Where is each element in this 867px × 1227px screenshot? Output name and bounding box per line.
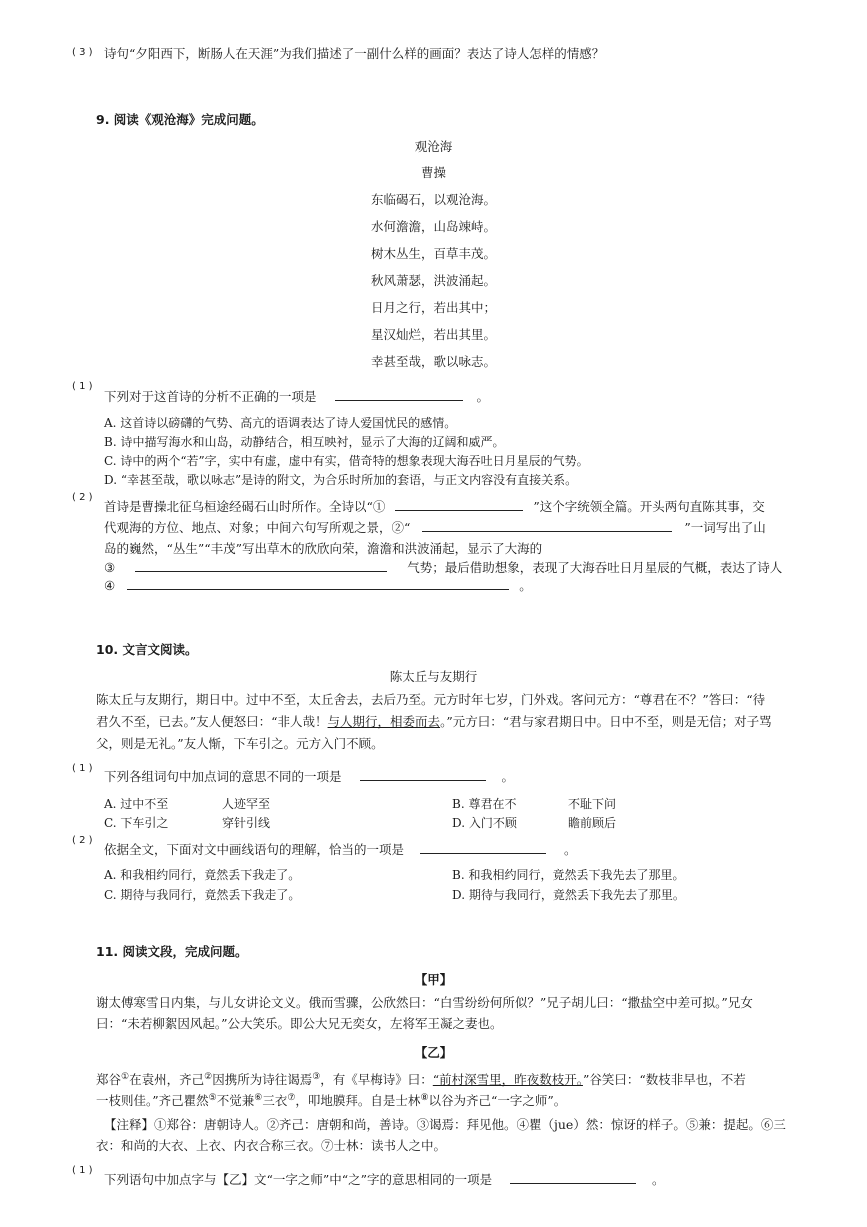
fill-text: 。 <box>519 578 532 593</box>
passage-text: 在袁州，齐己 <box>129 1072 205 1088</box>
passage-text: 三衣 <box>262 1093 288 1109</box>
question-heading: 9. 阅读《观沧海》完成问题。 <box>96 112 264 127</box>
passage-text: 。”元方曰：“君与家君期日中。日中不至，则是无信；对子骂 <box>440 714 772 729</box>
option-d: D. 入门不顾 <box>452 816 517 830</box>
footnote-marker: ② <box>204 1072 213 1082</box>
poem-line: 日月之行，若出其中； <box>370 300 496 315</box>
passage-title: 陈太丘与友期行 <box>389 669 478 684</box>
option-c: C. 下车引之 <box>104 816 169 830</box>
stem-end: 。 <box>652 1172 665 1187</box>
answer-blank-3[interactable] <box>135 558 387 572</box>
section-label-yi: 【乙】 <box>414 1045 453 1060</box>
poem-title: 观沧海 <box>414 139 453 154</box>
question-number: ( 2 ) <box>72 492 93 503</box>
passage-text: ，有《早梅诗》曰： <box>320 1072 433 1088</box>
option-c-pair: 穿针引线 <box>222 816 271 830</box>
passage-line <box>96 711 772 733</box>
annotation-line: 衣：和尚的大衣、上衣、内衣合称三衣。⑦士林：读书人之中。 <box>96 1138 447 1153</box>
question-heading: 11. 阅读文段，完成问题。 <box>96 944 248 959</box>
passage-line: 父，则是无礼。”友人惭，下车引之。元方入门不顾。 <box>96 736 384 751</box>
poem-author: 曹操 <box>420 165 446 180</box>
passage-text: 郑谷 <box>96 1072 122 1088</box>
passage-text: 因携所为诗往谒焉 <box>212 1072 313 1088</box>
question-heading: 10. 文言文阅读。 <box>96 642 198 657</box>
fill-text: ④ <box>104 578 116 593</box>
option-a: A. 和我相约同行，竟然丢下我走了。 <box>104 868 301 882</box>
answer-blank-2[interactable] <box>422 518 672 532</box>
question-stem <box>104 387 489 405</box>
passage-line: 曰：“未若柳絮因风起。”公大笑乐。即公大兄无奕女，左将军王凝之妻也。 <box>96 1016 503 1031</box>
option-a: A. 这首诗以磅礴的气势、高亢的语调表达了诗人爱国忧民的感情。 <box>104 416 457 430</box>
answer-blank[interactable] <box>335 387 463 401</box>
stem-text: 下列对于这首诗的分析不正确的一项是 <box>104 389 317 404</box>
fill-text: ③ <box>104 560 116 575</box>
underlined-sentence: 与人期行，相委而去 <box>327 714 441 729</box>
passage-line: 谢太傅寒雪日内集，与儿女讲论文义。俄而雪骤，公欣然曰：“白雪纷纷何所似？”兄子胡儿曰：“撒盐空中差可拟。”兄女 <box>96 995 753 1010</box>
stem-end: 。 <box>501 769 514 784</box>
poem-line: 星汉灿烂，若出其里。 <box>370 327 496 342</box>
fill-text: ”一词写出了山 <box>684 520 766 535</box>
footnote-marker: ③ <box>312 1072 321 1082</box>
footnote-marker: ① <box>121 1072 130 1082</box>
answer-blank-4[interactable] <box>127 576 509 590</box>
section-label-jia: 【甲】 <box>414 972 453 987</box>
passage-text: 以谷为齐己“一字之师”。 <box>428 1093 567 1109</box>
answer-blank[interactable] <box>510 1170 636 1184</box>
footnote-marker: ⑦ <box>287 1093 296 1103</box>
fill-line-5 <box>104 576 532 594</box>
fill-text: 代观海的方位、地点、对象；中间六句写所观之景，②“ <box>104 520 411 535</box>
question-number: ( 1 ) <box>72 763 93 774</box>
underlined-sentence: “前村深雪里，昨夜数枝开。 <box>432 1072 583 1088</box>
option-b: B. 尊君在不 <box>452 797 517 811</box>
passage-line <box>96 1087 566 1112</box>
footnote-marker: ⑥ <box>254 1093 263 1103</box>
poem-line: 东临碣石，以观沧海。 <box>370 192 496 207</box>
question-number: ( 1 ) <box>72 381 93 392</box>
footnote-marker: ⑤ <box>208 1093 217 1103</box>
question-stem <box>104 767 514 785</box>
answer-blank-1[interactable] <box>395 497 523 511</box>
stem-text: 下列各组词句中加点词的意思不同的一项是 <box>104 769 342 784</box>
question-stem <box>104 1170 665 1188</box>
answer-blank[interactable] <box>420 840 546 854</box>
option-b: B. 诗中描写海水和山岛，动静结合，相互映衬，显示了大海的辽阔和威严。 <box>104 435 505 449</box>
option-b: B. 和我相约同行，竟然丢下我先去了那里。 <box>452 868 685 882</box>
question-text: 诗句“夕阳西下，断肠人在天涯”为我们描述了一副什么样的画面？表达了诗人怎样的情感？ <box>104 46 605 61</box>
fill-line-3: 岛的巍然，“丛生”“丰茂”写出草木的欣欣向荣，澹澹和洪波涌起，显示了大海的 <box>104 541 543 556</box>
poem-line: 树木丛生，百草丰茂。 <box>370 246 496 261</box>
annotation-line: 【注释】①郑谷：唐朝诗人。②齐己：唐朝和尚，善诗。③谒焉：拜见他。④瞿（jue）然：惊讶的样子。⑤兼：提起。⑥三 <box>104 1117 786 1132</box>
stem-text: 依据全文，下面对文中画线语句的理解，恰当的一项是 <box>104 842 405 857</box>
stem-end: 。 <box>563 842 577 857</box>
stem-text: 下列语句中加点字与【乙】文“一字之师”中“之”字的意思相同的一项是 <box>104 1172 493 1187</box>
answer-blank[interactable] <box>360 767 486 781</box>
option-c: C. 期待与我同行，竟然丢下我走了。 <box>104 888 301 902</box>
option-d: D. “幸甚至哉，歌以咏志”是诗的附文，为合乐时所加的套语，与正文内容没有直接关系。 <box>104 473 578 487</box>
option-b-pair: 不耻下问 <box>568 797 617 811</box>
passage-line: 陈太丘与友期行，期日中。过中不至，太丘舍去，去后乃至。元方时年七岁，门外戏。客问元方：“尊君在不？”答曰：“待 <box>96 692 766 707</box>
option-a: A. 过中不至 <box>104 797 169 811</box>
poem-line: 幸甚至哉，歌以咏志。 <box>370 354 496 369</box>
option-c: C. 诗中的两个“若”字，实中有虚，虚中有实，借奇特的想象表现大海吞吐日月星辰的气势。 <box>104 454 589 468</box>
fill-text: ”这个字统领全篇。开头两句直陈其事，交 <box>533 499 765 514</box>
poem-line: 秋风萧瑟，洪波涌起。 <box>370 273 496 288</box>
option-d-pair: 瞻前顾后 <box>568 816 617 830</box>
question-number: ( 2 ) <box>72 835 93 846</box>
fill-line-2 <box>104 518 766 536</box>
passage-text: 君久不至，已去。”友人便怒曰：“非人哉！ <box>96 714 328 729</box>
question-stem <box>104 840 577 858</box>
passage-text: ”谷笑曰：“数枝非早也，不若 <box>582 1072 746 1088</box>
poem-line: 水何澹澹，山岛竦峙。 <box>370 219 496 234</box>
fill-text: 首诗是曹操北征乌桓途经碣石山时所作。全诗以“① <box>104 499 386 514</box>
fill-line-1 <box>104 497 765 515</box>
passage-text: ，叩地膜拜。自是士林 <box>295 1093 421 1109</box>
passage-text: 一枝则佳。”齐己瞿然 <box>96 1093 209 1109</box>
fill-text: 气势；最后借助想象，表现了大海吞吐日月星辰的气概，表达了诗人 <box>407 560 783 575</box>
question-number: ( 3 ) <box>72 47 93 58</box>
stem-end: 。 <box>476 389 489 404</box>
passage-text: 不觉兼 <box>216 1093 255 1109</box>
fill-line-4 <box>104 558 782 576</box>
footnote-marker: ⑧ <box>420 1093 429 1103</box>
option-a-pair: 人迹罕至 <box>222 797 271 811</box>
option-d: D. 期待与我同行，竟然丢下我先去了那里。 <box>452 888 685 902</box>
question-number: ( 1 ) <box>72 1165 93 1176</box>
